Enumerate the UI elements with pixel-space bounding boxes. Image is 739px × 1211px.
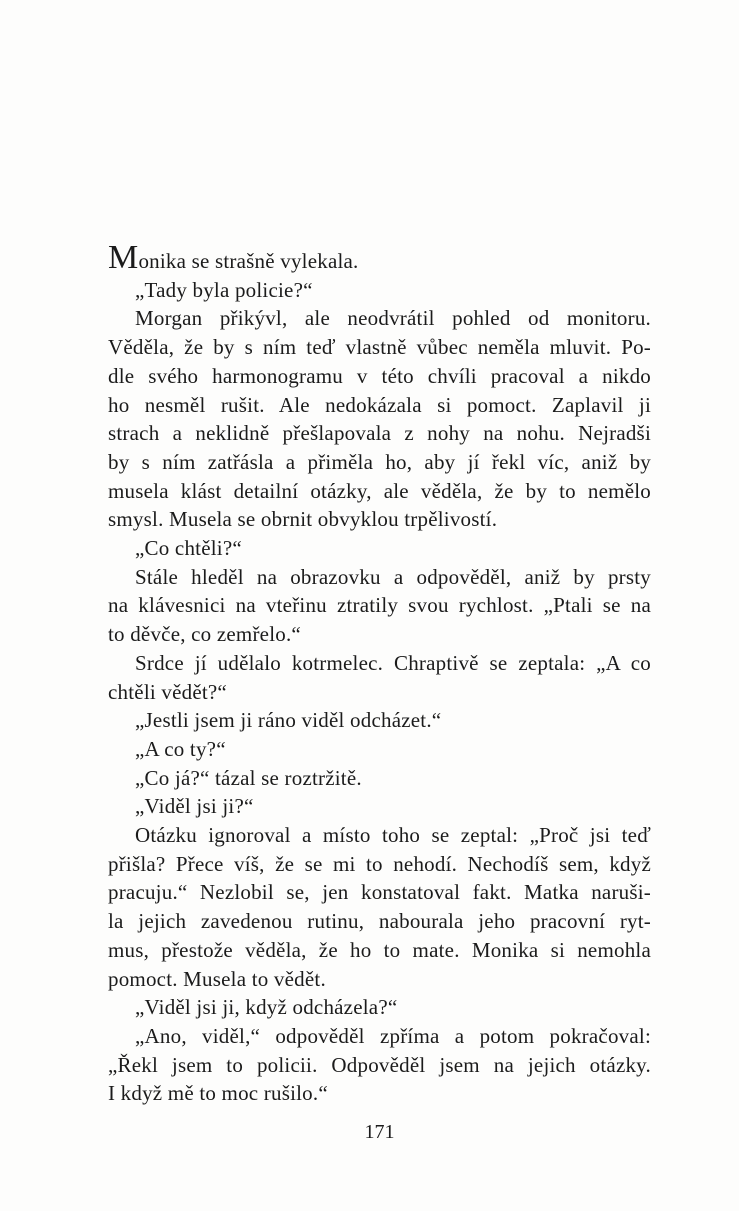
text-line: „Co já?“ tázal se roztržitě.	[135, 765, 362, 790]
text-line: smysl. Musela se obrnit obvyklou trpělivostí.	[108, 507, 498, 532]
text-line: Monika se strašně vylekala.	[108, 239, 359, 276]
text-line: mus, přestože věděla, že ho to mate. Monika si nemohla	[108, 937, 651, 962]
text-line: „Jestli jsem ji ráno viděl odcházet.“	[135, 708, 442, 733]
text-line: strach a neklidně přešlapovala z nohy na nohu. Nejradši	[108, 421, 651, 446]
text-line: „Tady byla policie?“	[135, 277, 313, 302]
text-block	[108, 239, 651, 1108]
text-line: „Řekl jsem to policii. Odpověděl jsem na jejich otázky.	[108, 1052, 651, 1077]
paragraph	[108, 792, 651, 821]
paragraph	[108, 764, 651, 793]
text-line: Věděla, že by s ním teď vlastně vůbec neměla mluvit. Po-	[108, 335, 651, 360]
paragraph	[108, 821, 651, 993]
page-number: 171	[364, 1121, 395, 1143]
text-line: Morgan přikývl, ale neodvrátil pohled od monitoru.	[135, 306, 651, 331]
text-line: „Co chtěli?“	[135, 536, 242, 561]
paragraph	[108, 735, 651, 764]
text-line: I když mě to moc rušilo.“	[108, 1081, 328, 1106]
text-line: přišla? Přece víš, že se mi to nehodí. Nechodíš sem, když	[108, 851, 651, 876]
text-line: pomoct. Musela to vědět.	[108, 966, 326, 991]
text-line: „Ano, viděl,“ odpověděl zpříma a potom pokračoval:	[135, 1023, 651, 1048]
text-line: na klávesnici na vteřinu ztratily svou rychlost. „Ptali se na	[108, 593, 651, 618]
paragraph	[108, 993, 651, 1022]
paragraph	[108, 563, 651, 649]
text-line: „Viděl jsi ji?“	[135, 794, 254, 819]
text-line: Srdce jí udělalo kotrmelec. Chraptivě se zeptala: „A co	[135, 650, 651, 675]
text-line: pracuju.“ Nezlobil se, jen konstatoval fakt. Matka naruši-	[108, 880, 651, 905]
text-line: Otázku ignoroval a místo toho se zeptal: „Proč jsi teď	[135, 823, 651, 848]
text-line: „A co ty?“	[135, 736, 226, 761]
text-line: musela klást detailní otázky, ale věděla, že by to nemělo	[108, 478, 651, 503]
text-line: to děvče, co zemřelo.“	[108, 622, 301, 647]
text-line: Stále hleděl na obrazovku a odpověděl, aniž by prsty	[135, 564, 651, 589]
text-line: by s ním zatřásla a přiměla ho, aby jí řekl víc, aniž by	[108, 449, 651, 474]
paragraph	[108, 1022, 651, 1108]
text-line: la jejich zavedenou rutinu, nabourala jeho pracovní ryt-	[108, 909, 651, 934]
paragraph	[108, 649, 651, 706]
paragraph	[108, 534, 651, 563]
paragraph	[108, 276, 651, 305]
text-line: chtěli vědět?“	[108, 679, 227, 704]
paragraph	[108, 706, 651, 735]
paragraph	[108, 304, 651, 534]
text-line: dle svého harmonogramu v této chvíli pracoval a nikdo	[108, 363, 651, 388]
text-line: ho nesměl rušit. Ale nedokázala si pomoct. Zaplavil ji	[108, 392, 651, 417]
text-line: „Viděl jsi ji, když odcházela?“	[135, 995, 398, 1020]
paragraph	[108, 239, 651, 276]
initial-capital: M	[108, 239, 139, 276]
